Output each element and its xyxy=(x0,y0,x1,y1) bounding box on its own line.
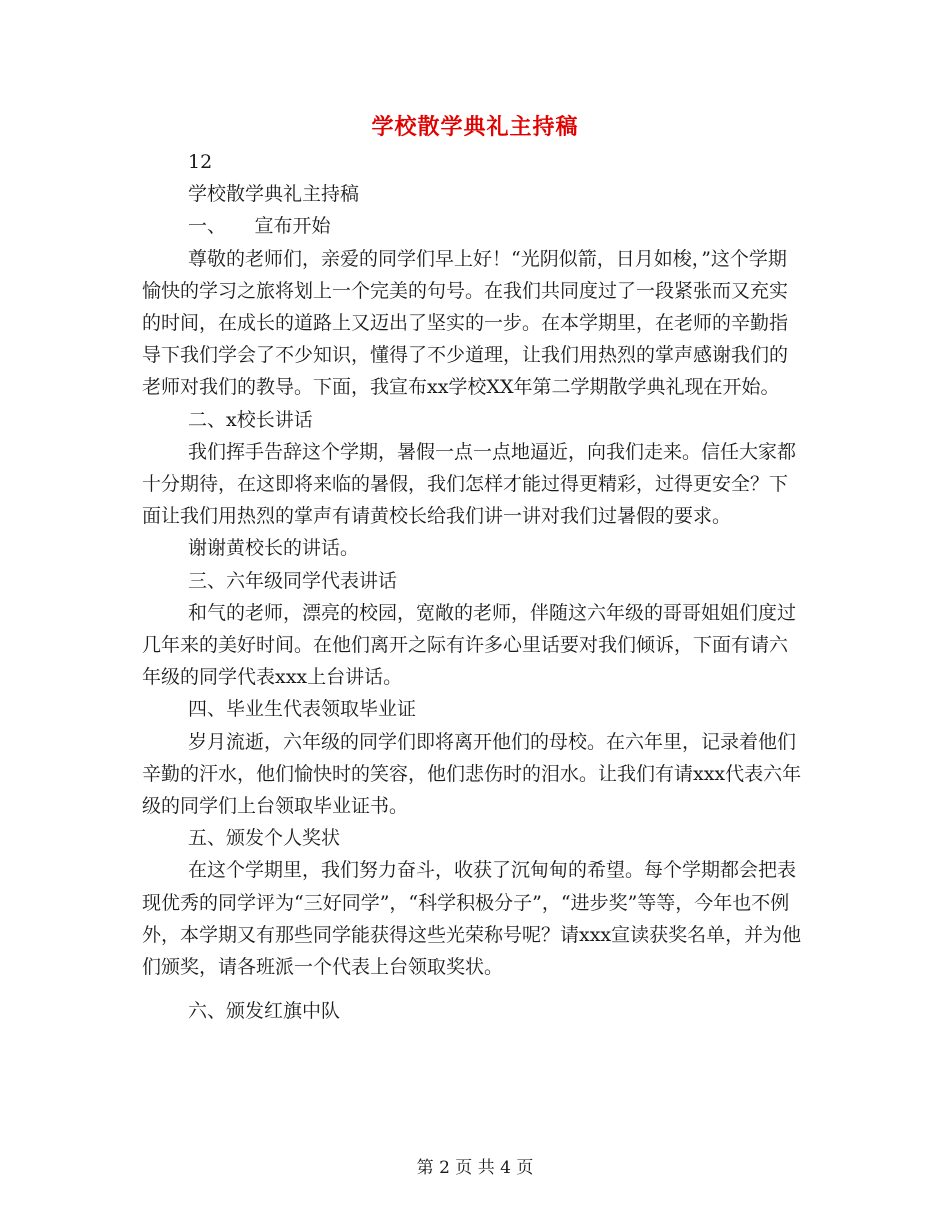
section-heading-6: 六、颁发红旗中队 xyxy=(188,1000,341,1023)
section-heading-2: 二、x校长讲话 xyxy=(188,408,313,431)
section-4-paragraph-1: 岁月流逝，六年级的同学们即将离开他们的母校。在六年里，记录着他们辛勤的汗水，他们愉快时的笑容，他们悲伤时的泪水。让我们有请xxx代表六年级的同学们上台领取毕业证书。 xyxy=(142,730,802,818)
page-footer: 第 2 页 共 4 页 xyxy=(416,1158,534,1178)
section-heading-4: 四、毕业生代表领取毕业证 xyxy=(188,698,417,721)
section-1-paragraph-1: 尊敬的老师们，亲爱的同学们早上好！“光阴似箭，日月如梭，”这个学期愉快的学习之旅将划上一个完美的句号。在我们共同度过了一段紧张而又充实的时间，在成长的道路上又迈出了坚实的一步。在本学期里，在老师的辛勤指导下我们学会了不少知识，懂得了不少道理，让我们用热烈的掌声感谢我们的老师对我们的教导。下面，我宣布xx学校XX年第二学期散学典礼现在开始。 xyxy=(142,247,789,399)
section-2-paragraph-2: 谢谢黄校长的讲话。 xyxy=(188,537,360,560)
document-title: 学校散学典礼主持稿 xyxy=(371,115,579,140)
document-body xyxy=(142,146,802,1027)
section-heading-3: 三、六年级同学代表讲话 xyxy=(188,569,398,592)
document-subtitle: 学校散学典礼主持稿 xyxy=(188,183,360,206)
section-heading-1: 一、 宣布开始 xyxy=(188,215,331,238)
section-2-paragraph-1: 我们挥手告辞这个学期，暑假一点一点地逼近，向我们走来。信任大家都十分期待，在这即将来临的暑假，我们怎样才能过得更精彩，过得更安全？下面让我们用热烈的掌声有请黄校长给我们讲一讲对我们过暑假的要求。 xyxy=(142,440,797,528)
section-heading-5: 五、颁发个人奖状 xyxy=(188,827,341,850)
section-3-paragraph-1: 和气的老师，漂亮的校园，宽敞的老师，伴随这六年级的哥哥姐姐们度过几年来的美好时间。在他们离开之际有许多心里话要对我们倾诉，下面有请六年级的同学代表xxx上台讲话。 xyxy=(142,601,797,689)
page-number-line: 12 xyxy=(188,151,213,173)
section-5-paragraph-1: 在这个学期里，我们努力奋斗，收获了沉甸甸的希望。每个学期都会把表现优秀的同学评为“三好同学”，“科学积极分子”，“进步奖”等等，今年也不例外，本学期又有那些同学能获得这些光荣称号呢？请xxx宣读获奖名单，并为他们颁奖，请各班派一个代表上台领取奖状。 xyxy=(142,859,802,979)
